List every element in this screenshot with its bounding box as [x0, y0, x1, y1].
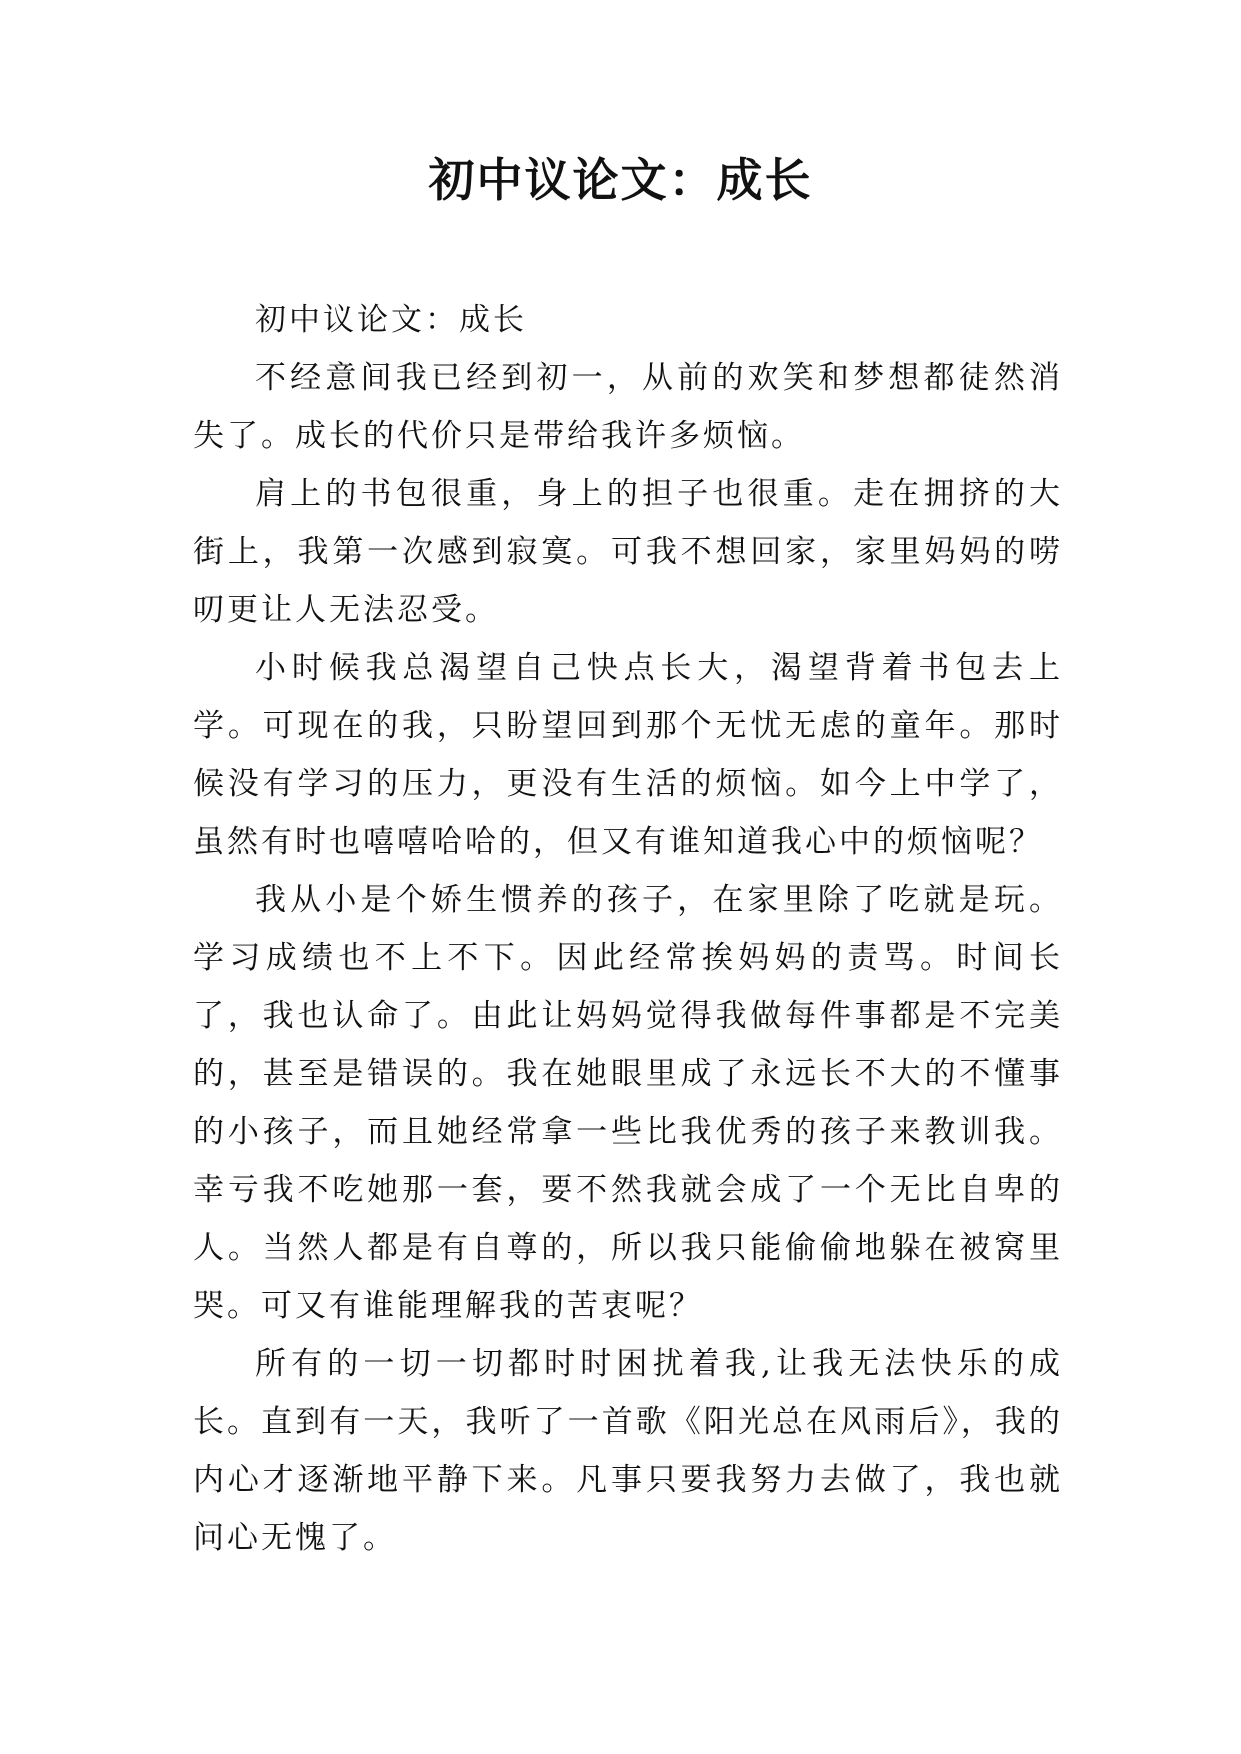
- document-body: [193, 291, 1063, 1567]
- paragraph: 不经意间我已经到初一，从前的欢笑和梦想都徒然消失了。成长的代价只是带给我许多烦恼。: [193, 360, 1063, 454]
- paragraph: 小时候我总渴望自己快点长大，渴望背着书包去上学。可现在的我，只盼望回到那个无忧无虑的童年。那时候没有学习的压力，更没有生活的烦恼。如今上中学了，虽然有时也嘻嘻哈哈的，但又有谁知道我心中的烦恼呢？: [193, 650, 1063, 860]
- paragraph: 我从小是个娇生惯养的孩子，在家里除了吃就是玩。学习成绩也不上不下。因此经常挨妈妈的责骂。时间长了，我也认命了。由此让妈妈觉得我做每件事都是不完美的，甚至是错误的。我在她眼里成了永远长不大的不懂事的小孩子，而且她经常拿一些比我优秀的孩子来教训我。幸亏我不吃她那一套，要不然我就会成了一个无比自卑的人。当然人都是有自尊的，所以我只能偷偷地躲在被窝里哭。可又有谁能理解我的苦衷呢？: [193, 882, 1063, 1324]
- paragraph: 肩上的书包很重，身上的担子也很重。走在拥挤的大街上，我第一次感到寂寞。可我不想回家，家里妈妈的唠叨更让人无法忍受。: [193, 476, 1063, 628]
- document-title: 初中议论文：成长: [428, 153, 813, 207]
- paragraph: 所有的一切一切都时时困扰着我,让我无法快乐的成长。直到有一天，我听了一首歌《阳光总在风雨后》，我的内心才逐渐地平静下来。凡事只要我努力去做了，我也就问心无愧了。: [193, 1346, 1063, 1556]
- paragraph-subtitle: 初中议论文：成长: [255, 302, 527, 338]
